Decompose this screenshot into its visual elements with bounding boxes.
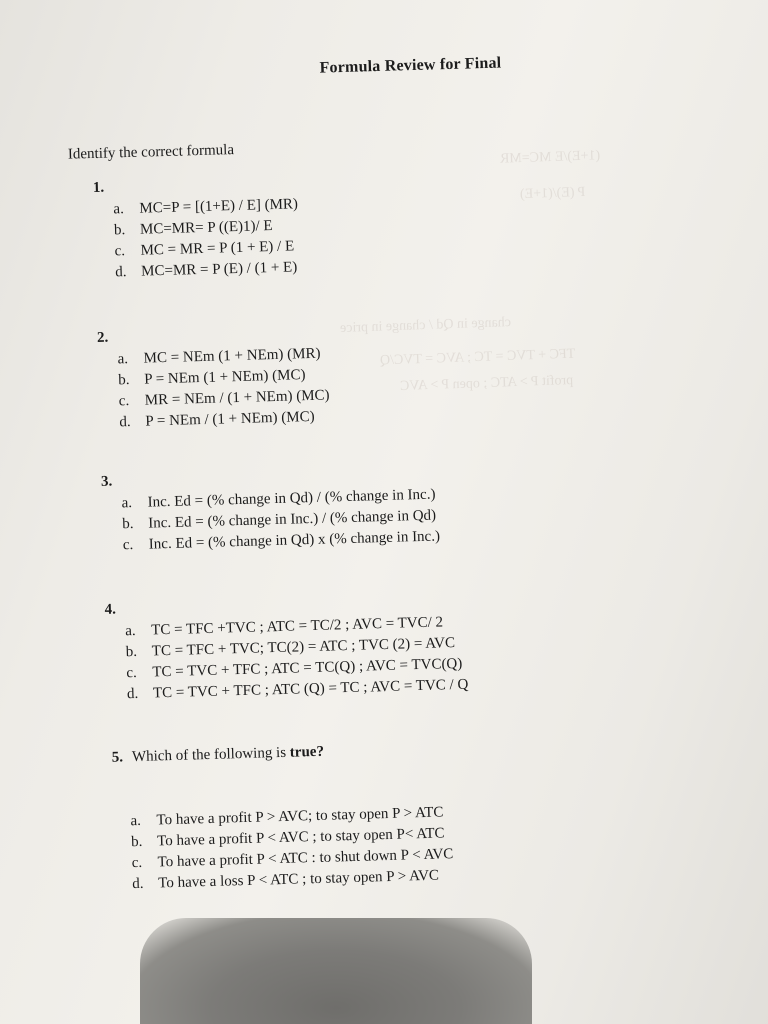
option-text: TC = TVC + TFC ; ATC = TC(Q) ; AVC = TVC(Q) [152,655,463,681]
option-text: To have a profit P < ATC : to shut down P < AVC [157,846,454,871]
option-text: To have a profit P < AVC ; to stay open P< ATC [156,825,445,850]
option-letter: c. [118,393,130,410]
question-5-options [130,802,454,895]
bleed-through-text: (1+E)/E MC=MR [499,148,601,167]
bleed-through-text: profit P > ATC ; open P > AVC [399,372,574,395]
bleed-through-text: TFC + TVC = TC ; AVC = TVC/Q [379,346,576,369]
option-text: TC = TFC + TVC; TC(2) = ATC ; TVC (2) = AVC [151,635,456,660]
option-text: P = NEm / (1 + NEm) (MC) [145,408,315,430]
option-letter: d. [132,875,144,893]
option-letter: c. [122,537,134,554]
option-letter: c. [131,854,143,872]
question-prompt-text: Which of the following is [131,744,287,766]
option-text: MC=P = [(1+E) / E] (MR) [139,196,299,217]
document-title: Formula Review for Final [319,54,502,77]
option-text: TC = TVC + TFC ; ATC (Q) = TC ; AVC = TVC / Q [152,676,469,702]
option-text: MR = NEm / (1 + NEm) (MC) [144,387,330,409]
option-letter: a. [130,812,142,830]
option-item [119,406,330,433]
option-text: MC = NEm (1 + NEm) (MR) [143,345,321,367]
option-text: MC=MR= P ((E)1)/ E [139,218,273,238]
question-prompt-emphasis: true? [289,743,325,761]
option-letter: a. [125,622,136,640]
option-letter: b. [130,833,143,851]
question-number: 5. [111,749,124,766]
option-letter: d. [114,264,127,281]
option-text: To have a loss P < ATC ; to stay open P > AVC [158,867,440,892]
option-letter: b. [125,643,138,661]
option-letter: c. [126,664,138,682]
option-text: TC = TFC +TVC ; ATC = TC/2 ; AVC = TVC/ 2 [150,614,444,639]
option-letter: a. [113,201,125,218]
bleed-through-text: P (E)/(1+E) [519,184,586,203]
question-number: 1. [92,179,105,197]
instruction-text: Identify the correct formula [67,142,235,163]
option-letter: a. [117,351,129,368]
option-text: Inc. Ed = (% change in Qd) / (% change in Inc.) [147,486,436,511]
option-letter: b. [122,516,134,533]
phone-shadow [140,918,532,1024]
question-number: 3. [100,473,113,490]
option-text: Inc. Ed = (% change in Qd) x (% change in Inc.) [148,528,441,553]
option-letter: c. [114,243,126,260]
option-text: Inc. Ed = (% change in Inc.) / (% change in Qd) [148,507,437,532]
option-text: To have a profit P > AVC; to stay open P > ATC [156,804,444,829]
option-letter: b. [117,372,130,389]
option-text: MC=MR = P (E) / (1 + E) [140,259,298,280]
option-text: MC = MR = P (1 + E) / E [140,238,295,259]
question-5-prompt [112,744,325,767]
option-text: P = NEm (1 + NEm) (MC) [143,367,306,388]
option-letter: d. [119,414,131,431]
option-letter: a. [121,495,133,512]
question-2-options [117,343,330,433]
bleed-through-text: change in Qd / change in price [339,315,512,336]
question-number: 2. [96,329,109,346]
question-1-options [113,194,300,283]
option-letter: b. [113,222,126,239]
question-4-options [125,612,469,706]
option-item [115,257,300,283]
option-letter: d. [126,685,139,703]
question-3-options [121,484,440,556]
question-number: 4. [104,601,117,618]
